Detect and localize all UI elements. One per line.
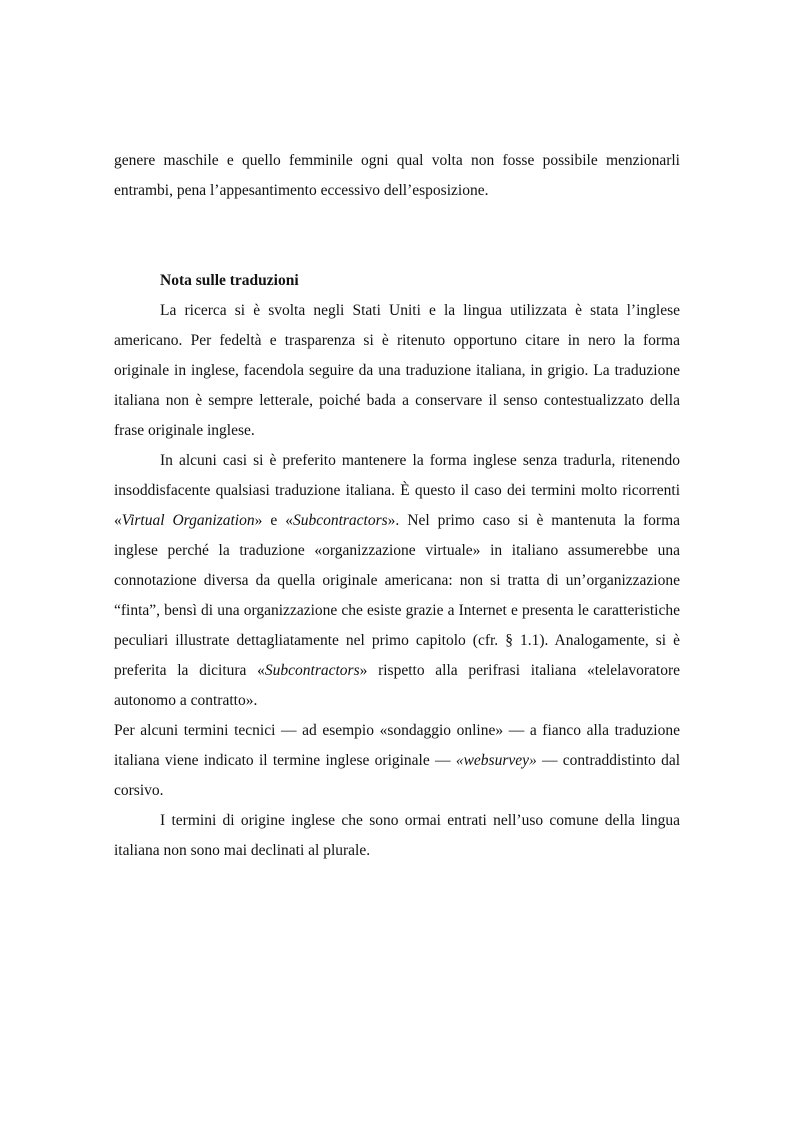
paragraph-3-text-c: — contraddistinto dal corsivo.	[114, 752, 680, 799]
paragraph-2-text-c: » e «	[254, 512, 293, 529]
document-page	[114, 146, 680, 866]
paragraph-2-text-g: » rispetto alla perifrasi italiana «telelavoratore autonomo a contratto».	[114, 662, 680, 709]
term-virtual-organization: Virtual Organization	[121, 512, 255, 529]
paragraph-2-text-a: In alcuni casi si è preferito mantenere la forma inglese senza tradurla, ritenendo insoddisfacente qualsiasi traduzione italiana. È questo il caso dei termini molto ricorrenti «	[114, 452, 680, 529]
section-heading: Nota sulle traduzioni	[160, 272, 299, 289]
intro-paragraph: genere maschile e quello femminile ogni qual volta non fosse possibile menzionarli entrambi, pena l’appesantimento eccessivo dell’esposizione.	[114, 152, 680, 199]
paragraph-4: I termini di origine inglese che sono ormai entrati nell’uso comune della lingua italiana non sono mai declinati al plurale.	[114, 812, 680, 859]
paragraph-3	[114, 716, 680, 806]
paragraph-2-text-e: ». Nel primo caso si è mantenuta la forma inglese perché la traduzione «organizzazione virtuale» in italiano assumerebbe una connotazione diversa da quella originale americana: non si tratta di un’organizzazione “finta”, bensì di una organizzazione che esiste grazie a Internet e presenta le caratteristiche peculiari illustrate dettagliatamente nel primo capitolo (cfr. § 1.1). Analogamente, si è preferita la dicitura «	[114, 512, 681, 679]
term-websurvey: «websurvey»	[455, 752, 537, 769]
term-subcontractors-2: Subcontractors	[264, 662, 360, 679]
term-subcontractors: Subcontractors	[292, 512, 388, 529]
paragraph-2	[114, 446, 680, 716]
paragraph-1: La ricerca si è svolta negli Stati Uniti e la lingua utilizzata è stata l’inglese americano. Per fedeltà e trasparenza si è ritenuto opportuno citare in nero la forma originale in inglese, facendola seguire da una traduzione italiana, in grigio. La traduzione italiana non è sempre letterale, poiché bada a conservare il senso contestualizzato della frase originale inglese.	[114, 302, 680, 439]
paragraph-3-text-a: Per alcuni termini tecnici — ad esempio «sondaggio online» — a fianco alla traduzione italiana viene indicato il termine inglese originale —	[114, 722, 680, 769]
